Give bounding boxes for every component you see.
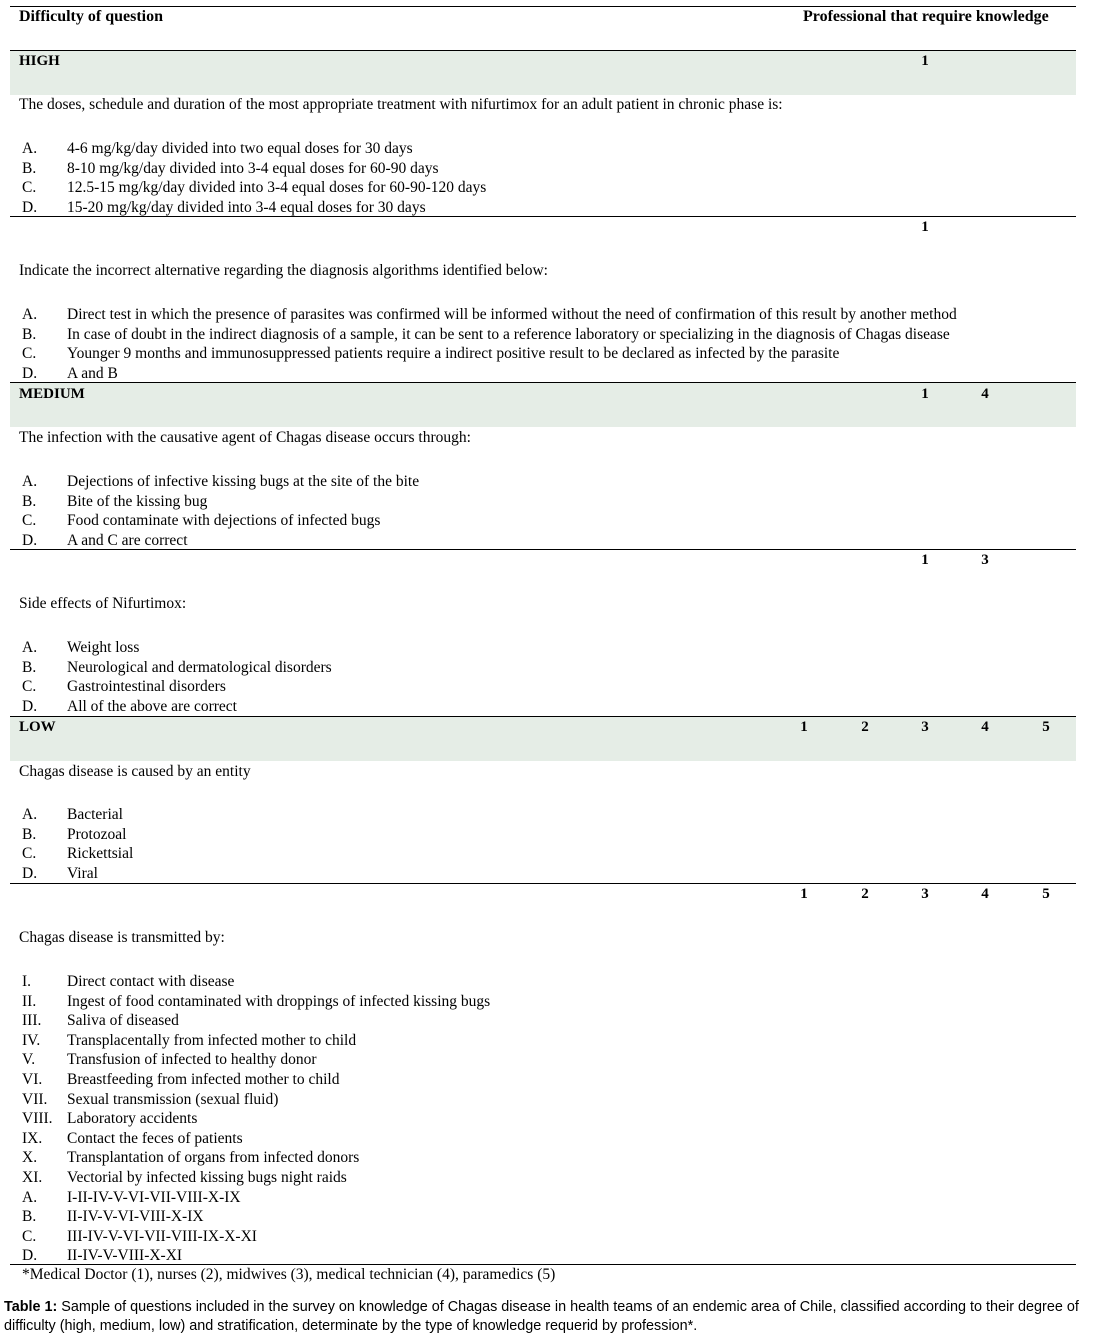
- caption-text: Sample of questions included in the survey on knowledge of Chagas disease in health teams of an endemic area of Chile, classified according to their degree of difficulty (high, medium, low) and stratification, determinate by the type of knowledge requerid by profession*.: [4, 1299, 1079, 1334]
- profession-number: 1: [800, 886, 808, 902]
- question-text: Indicate the incorrect alternative regarding the diagnosis algorithms identified below:: [19, 262, 548, 279]
- header-difficulty: Difficulty of question: [19, 8, 163, 25]
- profession-number: 3: [921, 719, 929, 735]
- level-label-medium: MEDIUM: [19, 386, 85, 402]
- question-text: Side effects of Nifurtimox:: [19, 595, 187, 612]
- table-bottom-rule: [10, 1264, 1076, 1265]
- profession-number: 2: [861, 886, 869, 902]
- table-top-rule: [10, 6, 1076, 7]
- question-text: The doses, schedule and duration of the most appropriate treatment with nifurtimox for an adult patient in chronic phase is:: [19, 96, 783, 113]
- row-rule: [10, 216, 1076, 217]
- row-rule: [10, 883, 1076, 884]
- profession-number: 5: [1042, 719, 1050, 735]
- profession-number: 1: [800, 719, 808, 735]
- level-label-low: LOW: [19, 719, 56, 735]
- row-rule: [10, 549, 1076, 550]
- profession-number: 4: [981, 719, 989, 735]
- table-footnote: *Medical Doctor (1), nurses (2), midwives (3), medical technician (4), paramedics (5): [22, 1266, 556, 1283]
- question-text: The infection with the causative agent of Chagas disease occurs through:: [19, 429, 471, 446]
- profession-number: 5: [1042, 886, 1050, 902]
- header-professional: Professional that require knowledge: [803, 8, 1049, 25]
- profession-number: 2: [861, 719, 869, 735]
- profession-number: 3: [921, 886, 929, 902]
- table-caption: [4, 1298, 1098, 1336]
- profession-number: 1: [921, 53, 929, 69]
- profession-number: 1: [921, 552, 929, 568]
- profession-number: 4: [981, 386, 989, 402]
- caption-label: Table 1:: [4, 1299, 58, 1315]
- profession-number: 1: [921, 219, 929, 235]
- question-text: Chagas disease is caused by an entity: [19, 763, 251, 780]
- profession-number: 3: [981, 552, 989, 568]
- level-label-high: HIGH: [19, 53, 60, 69]
- profession-number: 4: [981, 886, 989, 902]
- question-text: Chagas disease is transmitted by:: [19, 929, 225, 946]
- profession-number: 1: [921, 386, 929, 402]
